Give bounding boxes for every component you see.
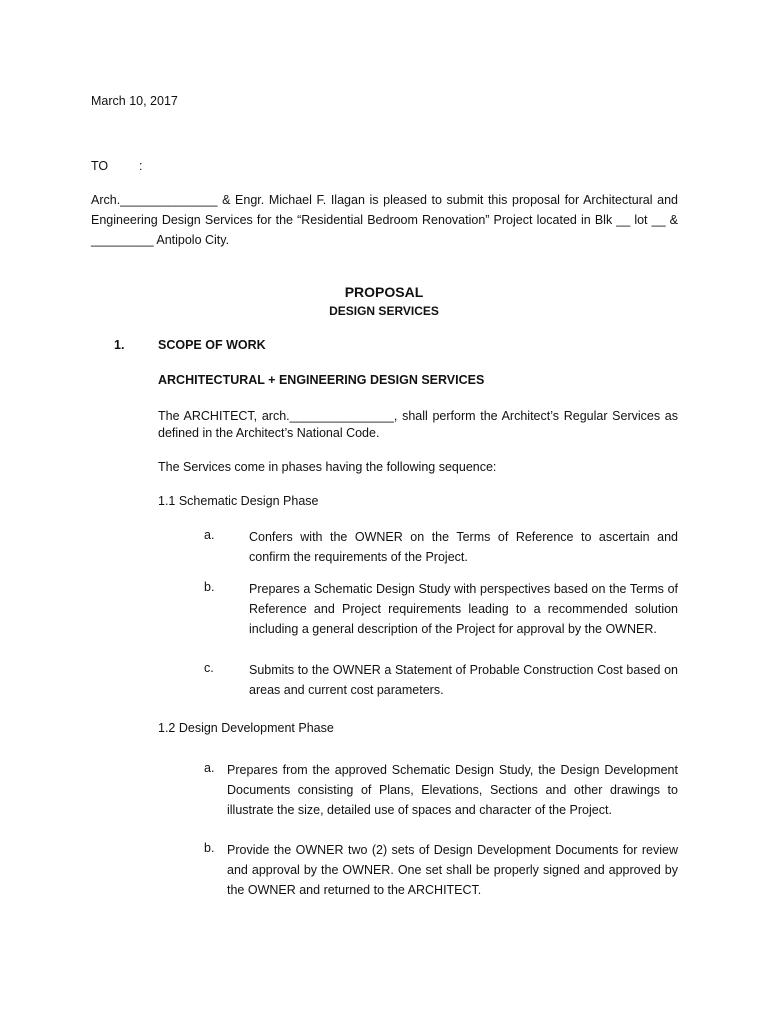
section-number: 1. bbox=[114, 338, 125, 352]
to-label: TO bbox=[91, 159, 109, 173]
phase1-item-a-line-2: confirm the requirements of the Project. bbox=[249, 550, 468, 564]
phase1-item-c-text bbox=[249, 660, 678, 700]
phase1-item-b-line-3: including a general description of the Project for approval by the OWNER. bbox=[249, 622, 657, 636]
phase1-item-b-line-1: Prepares a Schematic Design Study with perspectives based on the Terms of bbox=[249, 582, 678, 596]
phase2-item-a-line-3: illustrate the size, detailed use of spaces and character of the Project. bbox=[227, 803, 612, 817]
phase1-item-a-letter: a. bbox=[204, 528, 215, 542]
phase1-item-c-letter: c. bbox=[204, 661, 214, 675]
phase1-item-b-line-2: Reference and Project requirements leading to a recommended solution bbox=[249, 602, 678, 616]
document-subtitle: DESIGN SERVICES bbox=[329, 304, 439, 318]
phase2-item-b-letter: b. bbox=[204, 841, 215, 855]
phase2-item-b-text bbox=[227, 840, 678, 900]
phase2-item-b-line-3: the OWNER and returned to the ARCHITECT. bbox=[227, 883, 482, 897]
letter-date: March 10, 2017 bbox=[91, 94, 178, 108]
to-colon: : bbox=[139, 159, 143, 173]
phase1-item-c-line-1: Submits to the OWNER a Statement of Probable Construction Cost based on bbox=[249, 663, 678, 677]
section-title: SCOPE OF WORK bbox=[158, 338, 266, 352]
phase1-item-b-letter: b. bbox=[204, 580, 215, 594]
document-title: PROPOSAL bbox=[344, 284, 424, 300]
intro-line-3: _________ Antipolo City. bbox=[91, 233, 230, 247]
phase-1-title: 1.1 Schematic Design Phase bbox=[158, 494, 319, 508]
services-sequence-text: The Services come in phases having the following sequence: bbox=[158, 460, 497, 474]
phase2-item-a-letter: a. bbox=[204, 761, 215, 775]
phase1-item-a-text bbox=[249, 527, 678, 567]
architect-line-1: The ARCHITECT, arch._______________, shall perform the Architect’s Regular Services as bbox=[158, 409, 678, 423]
section-subheading: ARCHITECTURAL + ENGINEERING DESIGN SERVICES bbox=[158, 373, 485, 387]
intro-paragraph bbox=[91, 190, 678, 250]
phase2-item-a-line-1: Prepares from the approved Schematic Design Study, the Design Development bbox=[227, 763, 678, 777]
architect-line-2: defined in the Architect’s National Code. bbox=[158, 426, 380, 440]
intro-line-1: Arch.______________ & Engr. Michael F. Ilagan is pleased to submit this proposal for Architectural and bbox=[91, 193, 678, 207]
phase2-item-a-text bbox=[227, 760, 678, 820]
phase1-item-a-line-1: Confers with the OWNER on the Terms of Reference to ascertain and bbox=[249, 530, 678, 544]
phase1-item-c-line-2: areas and current cost parameters. bbox=[249, 683, 444, 697]
phase2-item-b-line-1: Provide the OWNER two (2) sets of Design Development Documents for review bbox=[227, 843, 678, 857]
phase2-item-b-line-2: and approval by the OWNER. One set shall be properly signed and approved by bbox=[227, 863, 678, 877]
intro-line-2: Engineering Design Services for the “Residential Bedroom Renovation” Project located in Blk __ lot __ & bbox=[91, 213, 678, 227]
phase2-item-a-line-2: Documents consisting of Plans, Elevations, Sections and other drawings to bbox=[227, 783, 678, 797]
architect-paragraph bbox=[158, 406, 678, 443]
phase-2-title: 1.2 Design Development Phase bbox=[158, 721, 334, 735]
phase1-item-b-text bbox=[249, 579, 678, 639]
